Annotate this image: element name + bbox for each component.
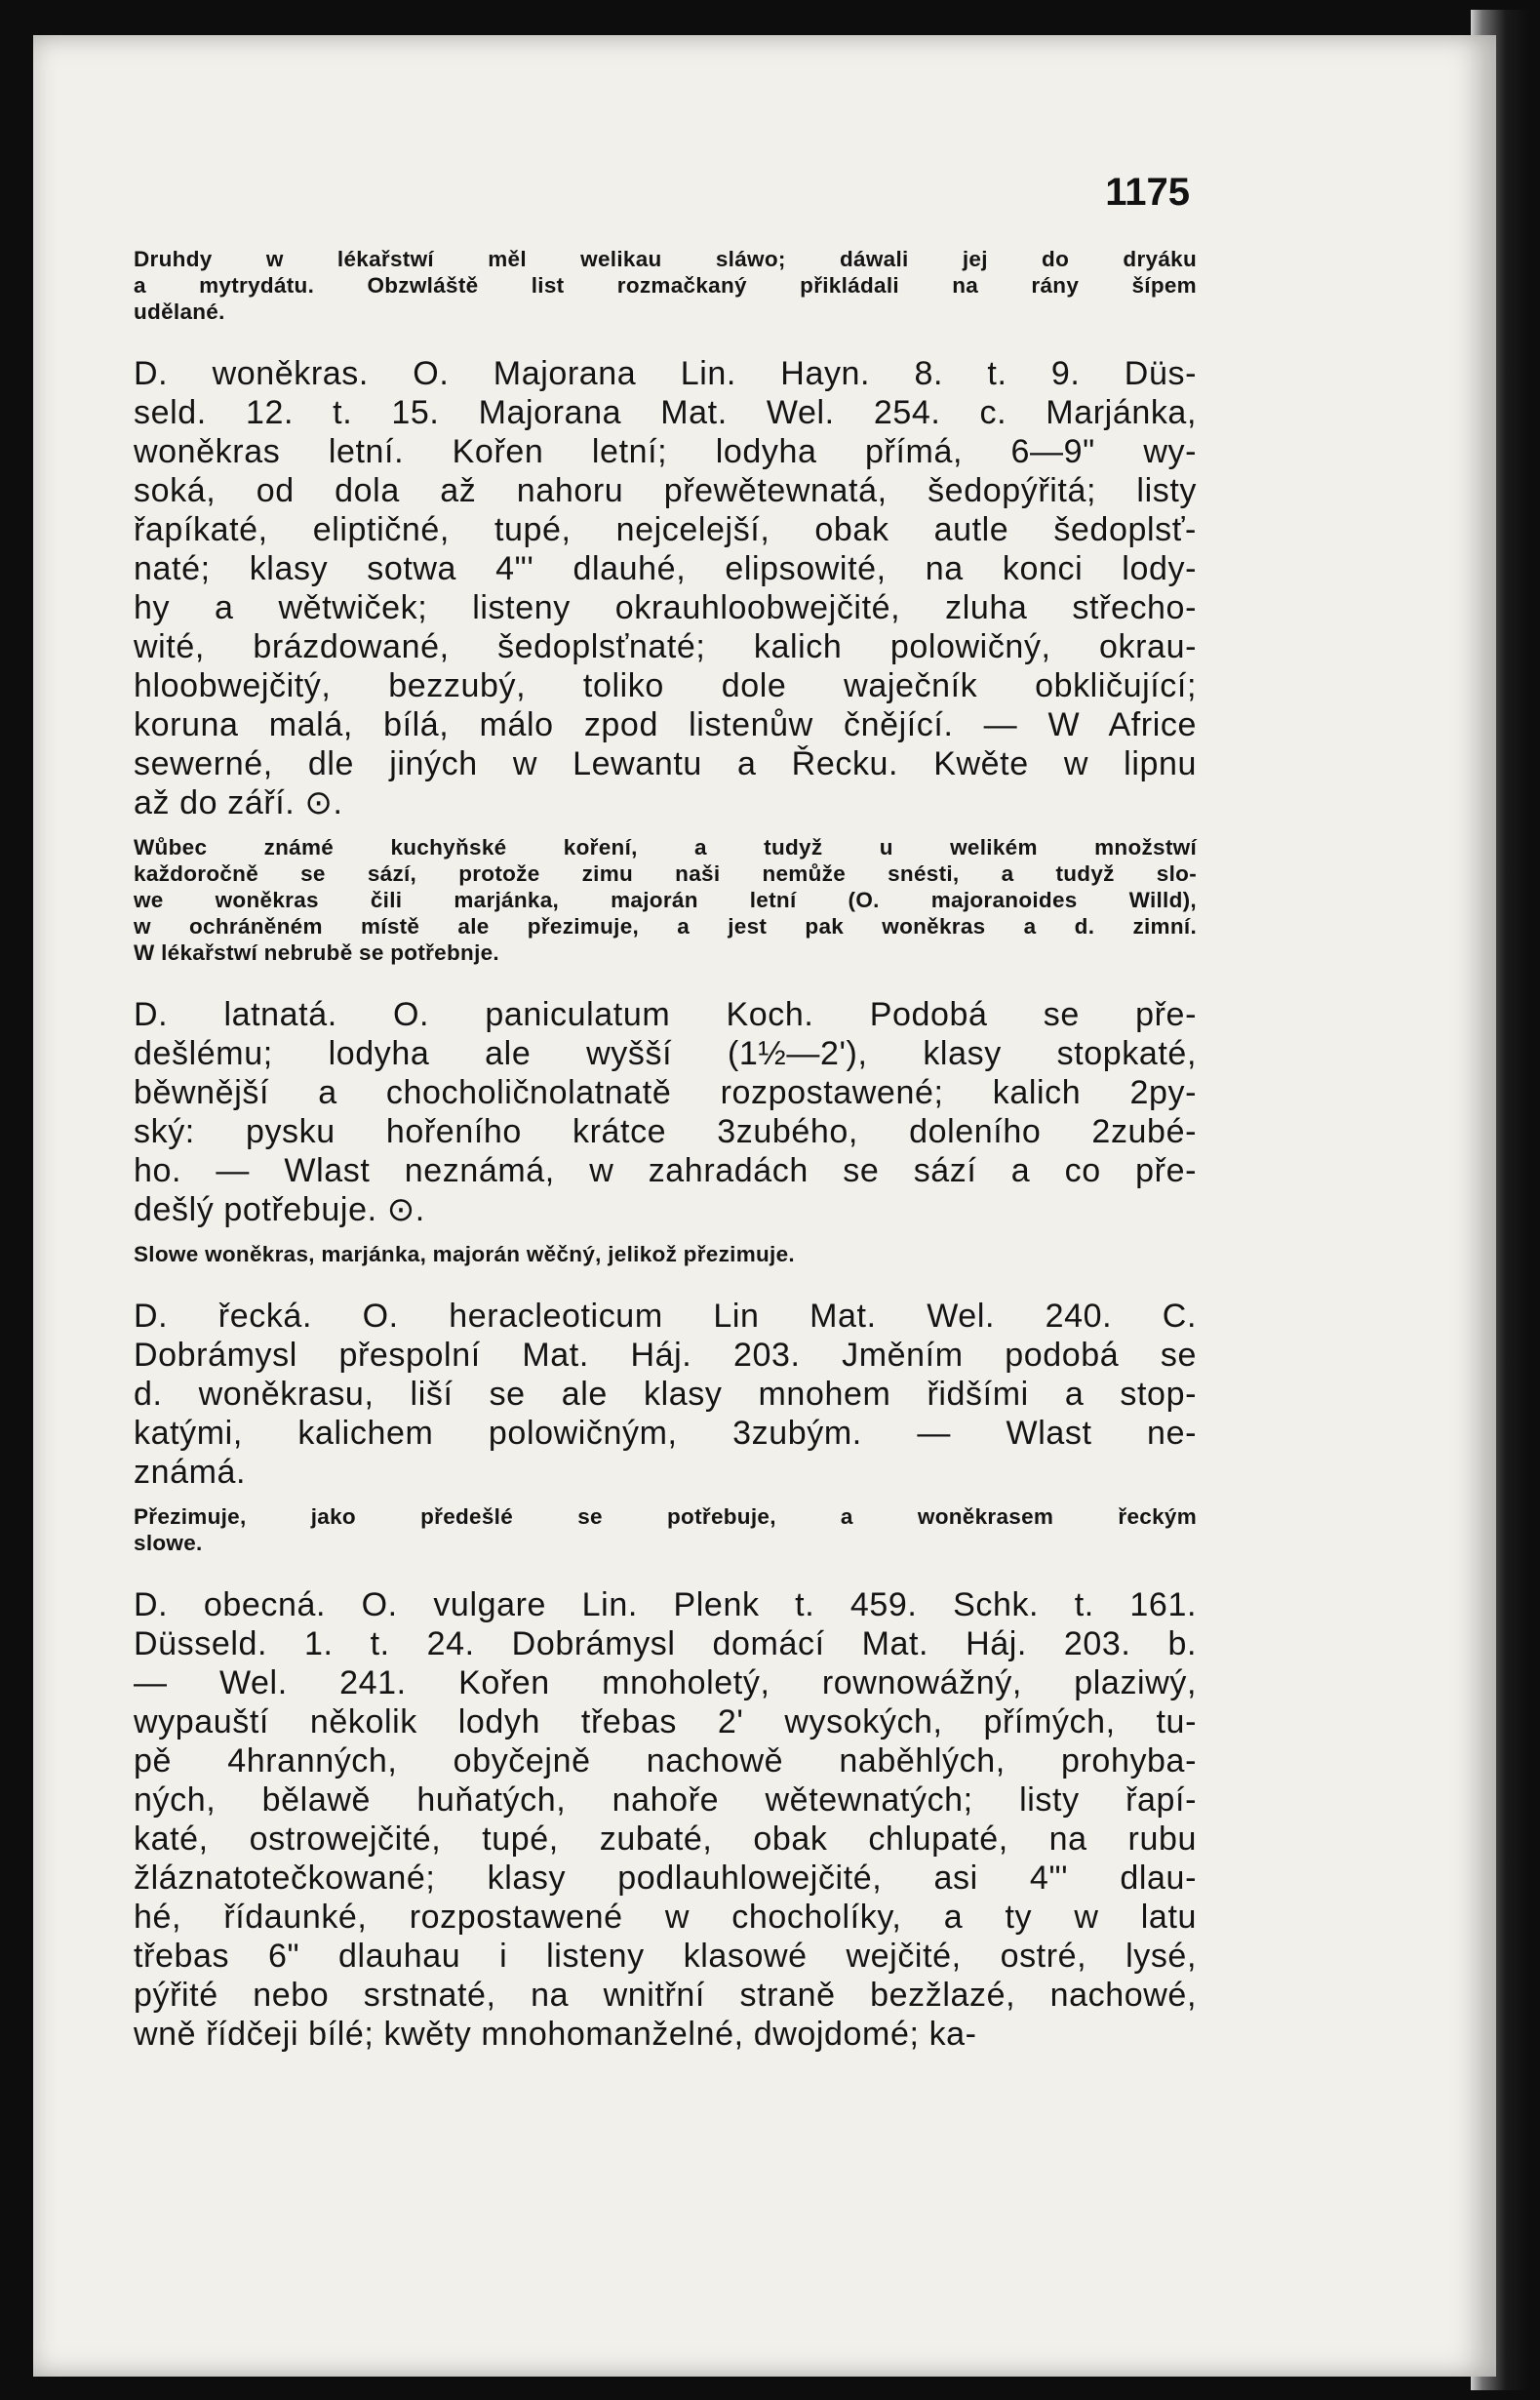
note-paragraph: [134, 1241, 1197, 1267]
text-line: naté; klasy sotwa 4"' dlauhé, elipsowité, na konci lody-: [134, 550, 1197, 587]
text-line: Düsseld. 1. t. 24. Dobrámysl domácí Mat. Háj. 203. b.: [134, 1625, 1197, 1662]
note-paragraph: [134, 246, 1197, 325]
text-line: běwnější a chocholičnolatnatě rozpostawené; kalich 2py-: [134, 1074, 1197, 1111]
body-paragraph: [134, 1297, 1197, 1492]
text-line: Slowe woněkras, marjánka, majorán wěčný, jelikož přezimuje.: [134, 1242, 795, 1266]
page-number: 1175: [1105, 171, 1190, 214]
text-line: koruna malá, bílá, málo zpod listenůw čnějící. — W Africe: [134, 706, 1197, 743]
text-line: až do září. ⊙.: [134, 784, 343, 821]
text-line: dešlý potřebuje. ⊙.: [134, 1191, 425, 1228]
text-line: každoročně se sází, protože zimu naši nemůže snésti, a tudyž slo-: [134, 861, 1197, 886]
body-paragraph: [134, 995, 1197, 1229]
note-paragraph: [134, 1503, 1197, 1556]
paragraph-gap: [134, 1267, 1197, 1297]
text-line: hy a wětwiček; listeny okrauhloobwejčité, zluha střecho-: [134, 589, 1197, 626]
text-line: hé, řídaunké, rozpostawené w chocholíky, a ty w latu: [134, 1899, 1197, 1936]
text-line: Druhdy w lékařstwí měl welikau sláwo; dáwali jej do dryáku: [134, 247, 1197, 271]
text-line: známá.: [134, 1454, 247, 1491]
text-line: pýřité nebo srstnaté, na wnitřní straně bezžlazé, nachowé,: [134, 1977, 1197, 2014]
text-line: — Wel. 241. Kořen mnoholetý, rownowážný, plaziwý,: [134, 1664, 1197, 1701]
text-line: dešlému; lodyha ale wyšší (1½—2'), klasy stopkaté,: [134, 1035, 1197, 1072]
text-line: ných, bělawě huňatých, nahoře wětewnatých; listy řapí-: [134, 1781, 1197, 1819]
text-line: D. woněkras. O. Majorana Lin. Hayn. 8. t. 9. Düs-: [134, 355, 1197, 392]
text-line: seld. 12. t. 15. Majorana Mat. Wel. 254. c. Marjánka,: [134, 394, 1197, 431]
text-line: W lékařstwí nebrubě se potřebnje.: [134, 940, 499, 965]
text-line: D. obecná. O. vulgare Lin. Plenk t. 459. Schk. t. 161.: [134, 1586, 1197, 1623]
text-line: D. řecká. O. heracleoticum Lin Mat. Wel. 240. C.: [134, 1298, 1197, 1335]
text-line: žláznatotečkowané; klasy podlauhlowejčité, asi 4"' dlau-: [134, 1860, 1197, 1897]
body-paragraph: [134, 354, 1197, 822]
text-line: řapíkaté, eliptičné, tupé, nejcelejší, obak autle šedoplsť-: [134, 511, 1197, 548]
text-line: w ochráněném místě ale přezimuje, a jest pak woněkras a d. zimní.: [134, 914, 1197, 939]
text-line: d. woněkrasu, liší se ale klasy mnohem řidšími a stop-: [134, 1376, 1197, 1413]
text-line: wité, brázdowané, šedoplsťnaté; kalich polowičný, okrau-: [134, 628, 1197, 665]
paragraph-gap: [134, 966, 1197, 995]
text-line: ský: pysku hořeního krátce 3zubého, doleního 2zubé-: [134, 1113, 1197, 1150]
text-line: we woněkras čili marjánka, majorán letní (O. majoranoides Willd),: [134, 888, 1197, 912]
text-line: pě 4hranných, obyčejně nachowě naběhlých, prohyba-: [134, 1742, 1197, 1780]
paragraph-gap: [134, 1492, 1197, 1503]
text-line: třebas 6" dlauhau i listeny klasowé wejčité, ostré, lysé,: [134, 1938, 1197, 1975]
text-line: slowe.: [134, 1531, 203, 1555]
text-line: sewerné, dle jiných w Lewantu a Řecku. Kwěte w lipnu: [134, 745, 1197, 782]
text-line: Přezimuje, jako předešlé se potřebuje, a woněkrasem řeckým: [134, 1504, 1197, 1529]
body-paragraph: [134, 1585, 1197, 2054]
text-line: a mytrydátu. Obzwláště list rozmačkaný přikládali na rány šípem: [134, 273, 1197, 298]
text-line: udělané.: [134, 300, 225, 324]
text-line: ho. — Wlast neznámá, w zahradách se sází a co pře-: [134, 1152, 1197, 1189]
paragraph-gap: [134, 325, 1197, 354]
text-column: [134, 246, 1197, 2054]
text-line: katé, ostrowejčité, tupé, zubaté, obak chlupaté, na rubu: [134, 1820, 1197, 1858]
paragraph-gap: [134, 1556, 1197, 1585]
text-line: wně řídčeji bílé; kwěty mnohomanželné, dwojdomé; ka-: [134, 2016, 977, 2053]
text-line: Dobrámysl přespolní Mat. Háj. 203. Jměním podobá se: [134, 1337, 1197, 1374]
note-paragraph: [134, 834, 1197, 966]
paragraph-gap: [134, 822, 1197, 834]
text-line: katými, kalichem polowičným, 3zubým. — Wlast ne-: [134, 1415, 1197, 1452]
text-line: soká, od dola až nahoru přewětewnatá, šedopýřitá; listy: [134, 472, 1197, 509]
text-line: Wůbec známé kuchyňské koření, a tudyž u welikém množstwí: [134, 835, 1197, 860]
text-line: D. latnatá. O. paniculatum Koch. Podobá se pře-: [134, 996, 1197, 1033]
paragraph-gap: [134, 1229, 1197, 1241]
text-line: woněkras letní. Kořen letní; lodyha přímá, 6—9" wy-: [134, 433, 1197, 470]
text-line: wypauští několik lodyh třebas 2' wysokých, přímých, tu-: [134, 1703, 1197, 1740]
text-line: hloobwejčitý, bezzubý, toliko dole waječník obkličující;: [134, 667, 1197, 704]
